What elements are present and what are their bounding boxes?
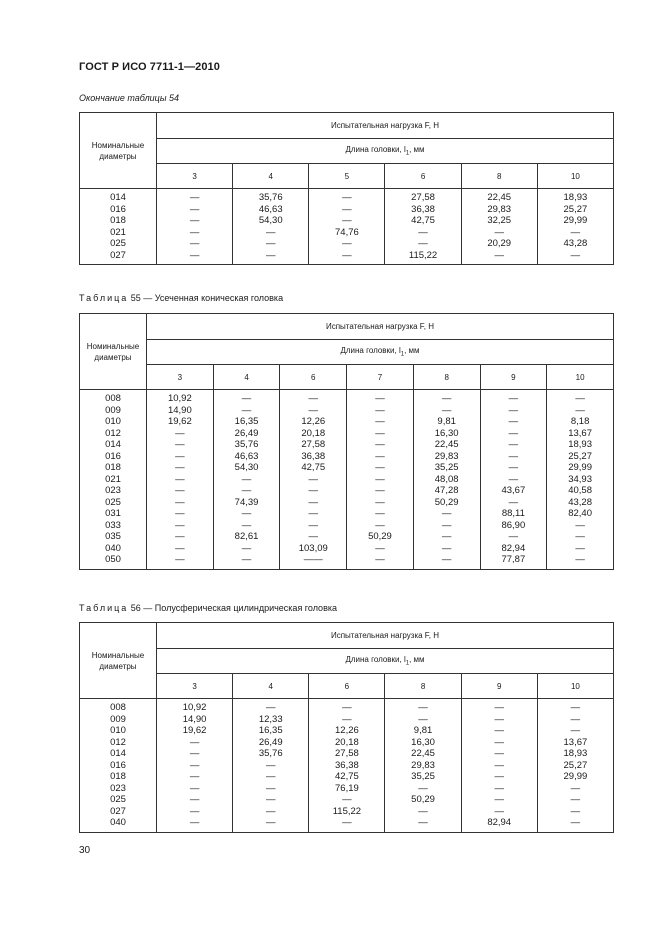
column-header: 5 — [309, 164, 385, 189]
table-55-caption: Таблица 55 — Усеченная коническая головка — [79, 293, 284, 303]
cell-line: — — [375, 554, 385, 565]
cell-line: — — [265, 782, 276, 794]
cell-line: — — [494, 782, 504, 794]
cell-line: — — [570, 249, 581, 261]
column-header: 10 — [537, 674, 613, 699]
value-cell — [461, 189, 537, 265]
cell-line: 86,90 — [501, 519, 526, 531]
cell-line: — — [441, 404, 452, 416]
value-cell — [413, 390, 480, 570]
cell-line: — — [418, 702, 428, 713]
cell-line: 10,92 — [167, 393, 192, 404]
cell-line: 74,39 — [234, 496, 259, 508]
cell-line: — — [189, 771, 200, 782]
value-cell — [385, 189, 461, 265]
cell-line: 008 — [110, 702, 126, 713]
value-cell — [385, 699, 461, 833]
cell-line: — — [342, 215, 352, 226]
column-header: 9 — [461, 674, 537, 699]
cell-line: — — [508, 450, 519, 462]
cell-line: — — [189, 748, 200, 759]
cell-line: —— — [303, 554, 323, 565]
cell-line: 82,61 — [234, 531, 259, 542]
cell-line: 027 — [110, 249, 126, 261]
cell-line: 023 — [105, 485, 121, 496]
document-header: ГОСТ Р ИСО 7711-1—2010 — [79, 61, 220, 73]
cell-line: 035 — [105, 531, 121, 542]
cell-line: 009 — [105, 404, 121, 416]
cell-line: 16,35 — [234, 416, 259, 427]
value-cell — [157, 699, 233, 833]
cell-line: 43,28 — [568, 496, 592, 508]
cell-line: — — [265, 771, 276, 782]
value-cell — [461, 699, 537, 833]
cell-line: 42,75 — [301, 462, 326, 473]
cell-line: 40,58 — [568, 485, 592, 496]
cell-line: — — [508, 462, 519, 473]
cell-line: — — [342, 713, 352, 725]
cell-line: 014 — [110, 192, 126, 203]
cell-line: — — [508, 531, 519, 542]
cell-line: 35,25 — [434, 462, 459, 473]
cell-line: — — [189, 736, 200, 748]
cell-line: 35,76 — [258, 192, 283, 203]
cell-line: 050 — [105, 554, 121, 565]
diameter-cell — [80, 699, 157, 833]
cell-line: 50,29 — [411, 794, 435, 805]
cell-line: 13,67 — [563, 736, 588, 748]
cell-line: — — [570, 725, 581, 736]
cell-line: 10,92 — [182, 702, 207, 713]
cell-line: — — [241, 404, 252, 416]
cell-line: — — [265, 794, 276, 805]
cell-line: 22,45 — [411, 748, 435, 759]
cell-line: — — [175, 531, 185, 542]
cell-line: 014 — [105, 439, 121, 450]
cell-line: — — [375, 416, 385, 427]
cell-line: — — [308, 485, 318, 496]
cell-line: — — [570, 794, 581, 805]
cell-line: — — [375, 439, 385, 450]
cell-line: — — [508, 416, 519, 427]
cell-line: 29,99 — [563, 215, 588, 226]
cell-line: — — [308, 531, 318, 542]
cell-line: — — [375, 462, 385, 473]
cell-line: — — [241, 473, 252, 485]
cell-line: 25,27 — [568, 450, 592, 462]
cell-line: 32,25 — [487, 215, 512, 226]
column-header: 10 — [547, 365, 614, 390]
diameter-cell — [80, 189, 157, 265]
value-cell — [537, 189, 613, 265]
cell-line: — — [189, 192, 200, 203]
load-header: Испытательная нагрузка F, Н — [147, 314, 614, 340]
cell-line: 040 — [105, 542, 121, 554]
cell-line: — — [265, 817, 276, 828]
cell-line: — — [308, 508, 318, 519]
cell-line: — — [308, 393, 318, 404]
cell-line: — — [418, 226, 428, 238]
cell-line: — — [570, 805, 581, 817]
cell-line: 18,93 — [563, 748, 588, 759]
cell-line: — — [575, 542, 585, 554]
cell-line: — — [175, 439, 185, 450]
cell-line: — — [494, 794, 504, 805]
cell-line: — — [265, 805, 276, 817]
table-56 — [79, 622, 614, 833]
cell-line: — — [441, 508, 452, 519]
cell-line: — — [189, 817, 200, 828]
cell-line: — — [441, 531, 452, 542]
cell-line: 76,19 — [335, 782, 359, 794]
table-56-caption: Таблица 56 — Полусферическая цилиндрическая головка — [79, 603, 337, 613]
cell-line: 27,58 — [411, 192, 435, 203]
cell-line: — — [375, 542, 385, 554]
cell-line: 47,28 — [434, 485, 459, 496]
cell-line: 8,18 — [570, 416, 590, 427]
column-header: 3 — [157, 674, 233, 699]
cell-line: — — [494, 249, 504, 261]
load-header: Испытательная нагрузка F, Н — [157, 623, 614, 649]
cell-line: 22,45 — [434, 439, 459, 450]
cell-line: 115,22 — [408, 249, 438, 261]
cell-line: 016 — [105, 450, 121, 462]
cell-line: 016 — [110, 759, 126, 771]
cell-line: 20,29 — [487, 238, 512, 249]
cell-line: — — [508, 496, 519, 508]
cell-line: — — [508, 427, 519, 439]
cell-line: 74,76 — [335, 226, 359, 238]
column-header: 6 — [309, 674, 385, 699]
cell-line: 27,58 — [301, 439, 326, 450]
cell-line: — — [494, 702, 504, 713]
cell-line: 82,40 — [568, 508, 592, 519]
cell-line: — — [342, 249, 352, 261]
cell-line: — — [570, 782, 581, 794]
cell-line: — — [570, 226, 581, 238]
cell-line: — — [175, 519, 185, 531]
value-cell — [309, 189, 385, 265]
cell-line: — — [575, 393, 585, 404]
cell-line: — — [241, 519, 252, 531]
cell-line: 115,22 — [332, 805, 362, 817]
cell-line: 29,99 — [563, 771, 588, 782]
cell-line: 43,28 — [563, 238, 588, 249]
cell-line: — — [175, 462, 185, 473]
cell-line: — — [494, 771, 504, 782]
row-label-header: Номинальные диаметры — [80, 113, 157, 189]
cell-line: 016 — [110, 203, 126, 215]
cell-line: 021 — [110, 226, 126, 238]
cell-line: 19,62 — [182, 725, 207, 736]
cell-line: 014 — [110, 748, 126, 759]
cell-line: 36,38 — [301, 450, 326, 462]
cell-line: — — [342, 238, 352, 249]
cell-line: — — [308, 519, 318, 531]
table-54-caption: Окончание таблицы 54 — [79, 93, 179, 103]
cell-line: — — [241, 542, 252, 554]
row-label-header: Номинальные диаметры — [80, 314, 147, 390]
cell-line: 012 — [105, 427, 121, 439]
cell-line: — — [494, 226, 504, 238]
cell-line: — — [342, 192, 352, 203]
length-header: Длина головки, $l_1$, мм — [157, 139, 614, 164]
cell-line: 50,29 — [368, 531, 392, 542]
cell-line: — — [308, 404, 318, 416]
cell-line: 010 — [110, 725, 126, 736]
cell-line: 29,83 — [434, 450, 459, 462]
cell-line: — — [342, 817, 352, 828]
cell-line: 14,90 — [167, 404, 192, 416]
cell-line: 025 — [105, 496, 121, 508]
cell-line: 9,81 — [437, 416, 456, 427]
column-header: 10 — [537, 164, 613, 189]
value-cell — [309, 699, 385, 833]
cell-line: — — [175, 554, 185, 565]
table-55 — [79, 313, 614, 570]
column-header: 6 — [280, 365, 347, 390]
cell-line: — — [189, 226, 200, 238]
cell-line: — — [342, 702, 352, 713]
cell-line: 008 — [105, 393, 121, 404]
cell-line: 35,76 — [258, 748, 283, 759]
cell-line: — — [308, 473, 318, 485]
cell-line: 16,30 — [411, 736, 435, 748]
cell-line: — — [189, 203, 200, 215]
cell-line: — — [441, 393, 452, 404]
cell-line: — — [175, 496, 185, 508]
cell-line: — — [570, 817, 581, 828]
cell-line: 50,29 — [434, 496, 459, 508]
cell-line: 29,83 — [411, 759, 435, 771]
value-cell — [233, 699, 309, 833]
cell-line: 82,94 — [487, 817, 512, 828]
cell-line: — — [494, 713, 504, 725]
cell-line: — — [175, 450, 185, 462]
cell-line: — — [342, 794, 352, 805]
cell-line: — — [494, 736, 504, 748]
cell-line: — — [241, 554, 252, 565]
cell-line: — — [189, 759, 200, 771]
cell-line: — — [189, 794, 200, 805]
cell-line: 018 — [110, 215, 126, 226]
cell-line: — — [175, 485, 185, 496]
column-header: 8 — [385, 674, 461, 699]
column-header: 4 — [233, 674, 309, 699]
cell-line: 12,33 — [258, 713, 283, 725]
cell-line: 027 — [110, 805, 126, 817]
cell-line: 34,93 — [568, 473, 592, 485]
cell-line: — — [441, 519, 452, 531]
value-cell — [213, 390, 280, 570]
value-cell — [157, 189, 233, 265]
cell-line: 023 — [110, 782, 126, 794]
column-header: 8 — [461, 164, 537, 189]
cell-line: 009 — [110, 713, 126, 725]
cell-line: 033 — [105, 519, 121, 531]
cell-line: — — [375, 519, 385, 531]
cell-line: — — [175, 542, 185, 554]
cell-line: 018 — [110, 771, 126, 782]
cell-line: — — [375, 496, 385, 508]
cell-line: 010 — [105, 416, 121, 427]
table-54 — [79, 112, 614, 265]
cell-line: — — [418, 713, 428, 725]
cell-line: — — [575, 531, 585, 542]
cell-line: 025 — [110, 238, 126, 249]
cell-line: — — [418, 238, 428, 249]
cell-line: 82,94 — [501, 542, 526, 554]
cell-line: — — [189, 805, 200, 817]
cell-line: — — [189, 238, 200, 249]
cell-line: 46,63 — [258, 203, 283, 215]
cell-line: 19,62 — [167, 416, 192, 427]
cell-line: — — [494, 748, 504, 759]
cell-line: 25,27 — [563, 759, 588, 771]
cell-line: — — [175, 508, 185, 519]
cell-line: 12,26 — [335, 725, 359, 736]
cell-line: — — [265, 249, 276, 261]
cell-line: — — [375, 508, 385, 519]
cell-line: — — [265, 702, 276, 713]
cell-line: — — [342, 203, 352, 215]
cell-line: — — [508, 473, 519, 485]
cell-line: 43,67 — [501, 485, 526, 496]
cell-line: — — [375, 393, 385, 404]
column-header: 7 — [347, 365, 414, 390]
cell-line: 9,81 — [413, 725, 433, 736]
row-label-header: Номинальные диаметры — [80, 623, 157, 699]
cell-line: — — [575, 554, 585, 565]
page-number: 30 — [79, 845, 91, 856]
cell-line: 040 — [110, 817, 126, 828]
length-header: Длина головки, $l_1$, мм — [157, 649, 614, 674]
value-cell — [280, 390, 347, 570]
value-cell — [547, 390, 614, 570]
cell-line: 031 — [105, 508, 121, 519]
length-header: Длина головки, $l_1$, мм — [147, 340, 614, 365]
cell-line: 42,75 — [335, 771, 359, 782]
column-header: 4 — [233, 164, 309, 189]
cell-line: — — [375, 404, 385, 416]
cell-line: — — [418, 805, 428, 817]
cell-line: 36,38 — [411, 203, 435, 215]
cell-line: — — [375, 450, 385, 462]
cell-line: 48,08 — [434, 473, 459, 485]
cell-line: — — [241, 485, 252, 496]
cell-line: — — [375, 427, 385, 439]
cell-line: — — [265, 238, 276, 249]
cell-line: 021 — [105, 473, 121, 485]
cell-line: 12,26 — [301, 416, 326, 427]
value-cell — [480, 390, 547, 570]
cell-line: 54,30 — [258, 215, 283, 226]
value-cell — [537, 699, 613, 833]
column-header: 9 — [480, 365, 547, 390]
cell-line: — — [189, 782, 200, 794]
cell-line: 16,35 — [258, 725, 283, 736]
cell-line: 36,38 — [335, 759, 359, 771]
value-cell — [347, 390, 414, 570]
value-cell — [233, 189, 309, 265]
cell-line: — — [418, 817, 428, 828]
cell-line: 88,11 — [501, 508, 525, 519]
cell-line: 103,09 — [298, 542, 328, 554]
cell-line: 18,93 — [568, 439, 592, 450]
cell-line: 77,87 — [501, 554, 526, 565]
cell-line: 012 — [110, 736, 126, 748]
column-header: 8 — [413, 365, 480, 390]
cell-line: — — [308, 496, 318, 508]
cell-line: — — [575, 404, 585, 416]
cell-line: 20,18 — [335, 736, 359, 748]
cell-line: 22,45 — [487, 192, 512, 203]
cell-line: — — [508, 404, 519, 416]
cell-line: 54,30 — [234, 462, 259, 473]
cell-line: 018 — [105, 462, 121, 473]
cell-line: 26,49 — [258, 736, 283, 748]
cell-line: 29,83 — [487, 203, 512, 215]
cell-line: 29,99 — [568, 462, 592, 473]
cell-line: — — [570, 713, 581, 725]
cell-line: — — [508, 393, 519, 404]
diameter-cell — [80, 390, 147, 570]
cell-line: 16,30 — [434, 427, 459, 439]
cell-line: — — [508, 439, 519, 450]
cell-line: 46,63 — [234, 450, 259, 462]
cell-line: 14,90 — [182, 713, 207, 725]
cell-line: 25,27 — [563, 203, 588, 215]
cell-line: 27,58 — [335, 748, 359, 759]
cell-line: 35,76 — [234, 439, 259, 450]
cell-line: 13,67 — [568, 427, 592, 439]
cell-line: — — [418, 782, 428, 794]
cell-line: 20,18 — [301, 427, 326, 439]
cell-line: — — [175, 427, 185, 439]
load-header: Испытательная нагрузка F, Н — [157, 113, 614, 139]
cell-line: — — [265, 759, 276, 771]
column-header: 3 — [147, 365, 214, 390]
cell-line: — — [175, 473, 185, 485]
cell-line: — — [241, 393, 252, 404]
cell-line: — — [265, 226, 276, 238]
cell-line: — — [375, 473, 385, 485]
cell-line: — — [441, 554, 452, 565]
column-header: 3 — [157, 164, 233, 189]
cell-line: — — [575, 519, 585, 531]
cell-line: — — [494, 759, 504, 771]
cell-line: — — [241, 508, 252, 519]
cell-line: — — [494, 725, 504, 736]
column-header: 4 — [213, 365, 280, 390]
cell-line: — — [441, 542, 452, 554]
value-cell — [147, 390, 214, 570]
cell-line: — — [494, 805, 504, 817]
cell-line: 35,25 — [411, 771, 435, 782]
cell-line: — — [189, 249, 200, 261]
cell-line: 42,75 — [411, 215, 435, 226]
cell-line: — — [375, 485, 385, 496]
cell-line: 18,93 — [563, 192, 588, 203]
cell-line: 26,49 — [234, 427, 259, 439]
cell-line: — — [189, 215, 200, 226]
column-header: 6 — [385, 164, 461, 189]
cell-line: — — [570, 702, 581, 713]
cell-line: 025 — [110, 794, 126, 805]
